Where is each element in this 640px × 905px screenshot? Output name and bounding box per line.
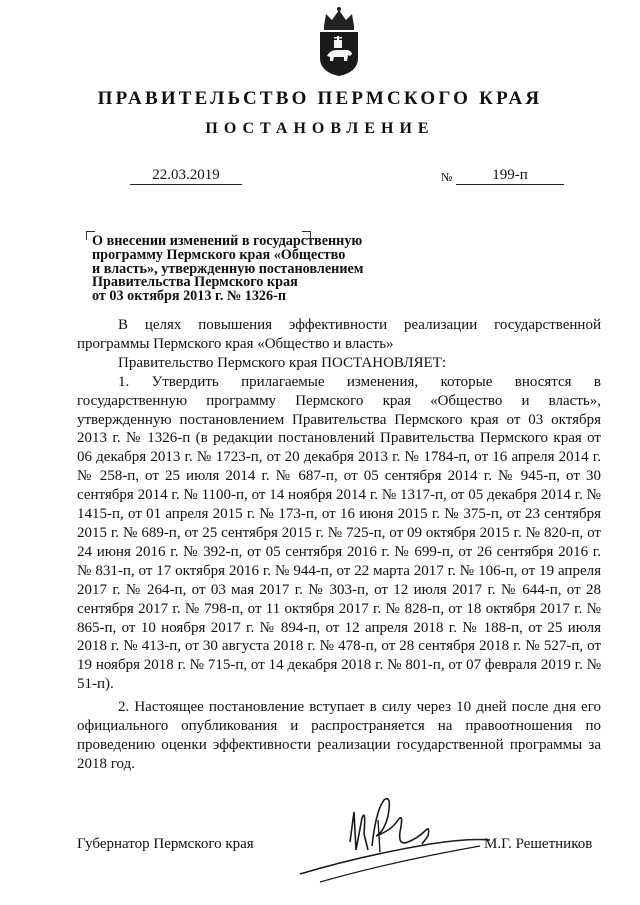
number-sign: № xyxy=(441,170,453,184)
subject-line: и власть», утвержденную постановлением xyxy=(92,260,364,277)
signer-name: М.Г. Решетников xyxy=(484,836,593,852)
document-date: 22.03.2019 xyxy=(130,166,242,185)
perm-krai-coat-of-arms-icon xyxy=(312,6,366,78)
document-body xyxy=(77,316,601,774)
item-1-paragraph: 1. Утвердить прилагаемые изменения, которые вносятся в государственную программу Пермского края «Общество и власть», утвержденную постановлением Правительства Пермского края от 03 октября 2013 г. № 1326-п (в редакции постановлений Правительства Пермского края от 06 декабря 2013 г. № 1723-п, от 20 декабря 2013 г. № 1784-п, от 16 апреля 2014 г. № 258-п, от 25 июля 2014 г. № 687-п, от 05 сентября 2014 г. № 945-п, от 30 сентября 2014 г. № 1100-п, от 14 ноября 2014 г. № 1317-п, от 05 декабря 2014 г. № 1415-п, от 01 апреля 2015 г. № 173-п, от 16 июня 2015 г. № 375-п, от 23 сентября 2015 г. № 689-п, от 25 сентября 2015 г. № 725-п, от 09 октября 2015 г. № 820-п, от 24 июня 2016 г. № 392-п, от 05 сентября 2016 г. № 699-п, от 26 сентября 2016 г. № 831-п, от 17 октября 2016 г. № 944-п, от 22 марта 2017 г. № 106-п, от 19 апреля 2017 г. № 264-п, от 03 мая 2017 г. № 303-п, от 12 июля 2017 г. № 644-п, от 28 сентября 2017 г. № 798-п, от 11 октября 2017 г. № 828-п, от 18 октября 2017 г. № 865-п, от 10 ноября 2017 г. № 894-п, от 12 апреля 2018 г. № 188-п, от 25 июля 2018 г. № 413-п, от 30 августа 2018 г. № 478-п, от 28 сентября 2018 г. № 527-п, от 19 ноября 2018 г. № 715-п, от 14 декабря 2018 г. № 801-п, от 07 февраля 2019 г. № 51-п). xyxy=(77,373,601,693)
governor-position: Губернатор Пермского края xyxy=(77,836,254,852)
document-subject xyxy=(92,235,412,304)
subject-line: О внесении изменений в государственную xyxy=(92,233,363,249)
subject-line: Правительства Пермского края xyxy=(92,274,298,291)
resolve-paragraph: Правительство Пермского края ПОСТАНОВЛЯЕТ: xyxy=(118,354,447,371)
subject-line: программу Пермского края «Общество xyxy=(92,246,346,263)
government-title: ПРАВИТЕЛЬСТВО ПЕРМСКОГО КРАЯ xyxy=(97,88,543,109)
document-number: 199-п xyxy=(456,166,564,185)
subject-line: от 03 октября 2013 г. № 1326-п xyxy=(92,288,287,305)
intro-paragraph: В целях повышения эффективности реализации государственной программы Пермского края «Общество и власть» xyxy=(77,317,601,352)
item-2-paragraph: 2. Настоящее постановление вступает в силу через 10 дней после дня его официального опубликования и распространяется на правоотношения по проведению оценки эффективности реализации государственной программы за 2018 год. xyxy=(77,699,601,772)
document-type: ПОСТАНОВЛЕНИЕ xyxy=(205,120,435,137)
